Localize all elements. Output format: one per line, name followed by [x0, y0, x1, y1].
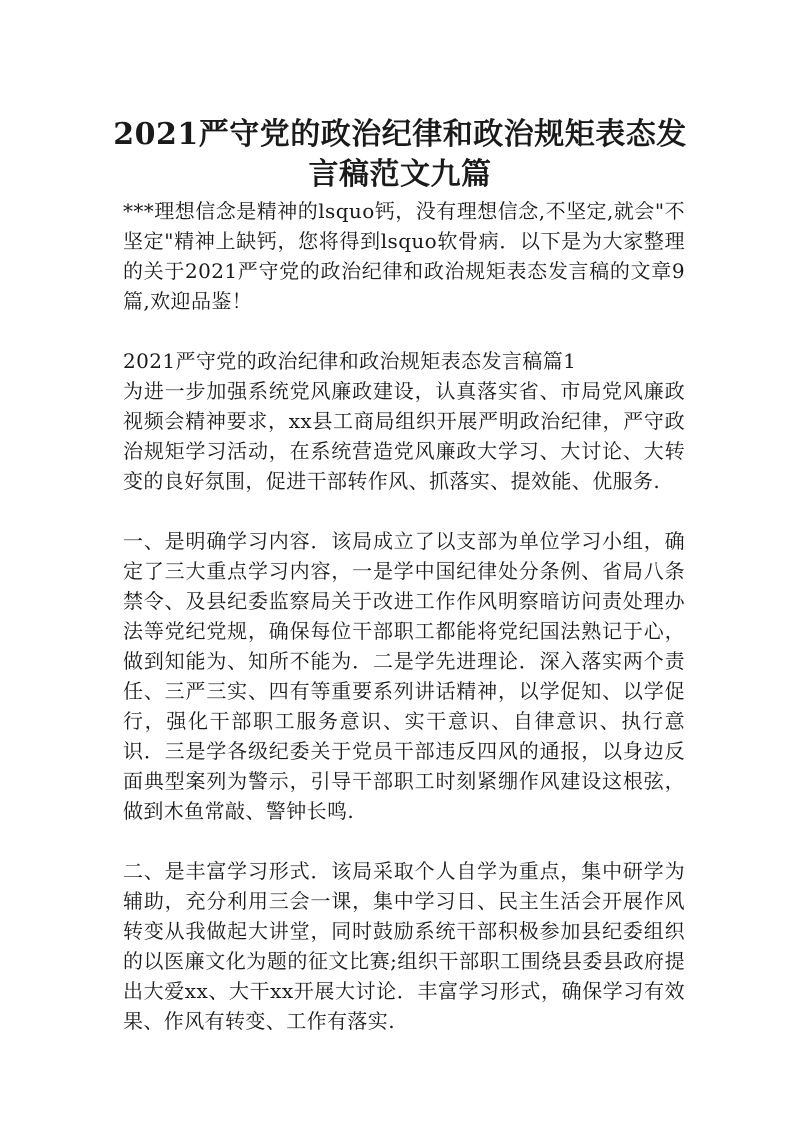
paragraph-gap: [123, 316, 685, 346]
body-paragraph-2: 一、是明确学习内容．该局成立了以支部为单位学习小组，确定了三大重点学习内容，一是学中国纪律处分条例、省局八条禁令、及县纪委监察局关于改进工作作风明察暗访问责处理办法等党纪党规，确保每位干部职工都能将党纪国法熟记于心，做到知能为、知所不能为．二是学先进理论．深入落实两个责任、三严三实、四有等重要系列讲话精神，以学促知、以学促行，强化干部职工服务意识、实干意识、自律意识、执行意识．三是学各级纪委关于党员干部违反四风的通报，以身边反面典型案列为警示，引导干部职工时刻紧绷作风建设这根弦，做到木鱼常敲、警钟长鸣.: [123, 529, 685, 823]
document-title: 2021严守党的政治纪律和政治规矩表态发言稿范文九篇: [113, 117, 687, 192]
paragraph-gap: [123, 496, 685, 526]
section-heading: 2021严守党的政治纪律和政治规矩表态发言稿篇1: [123, 349, 577, 373]
intro-paragraph: ***理想信念是精神的lsquo钙，没有理想信念,不坚定,就会"不坚定"精神上缺钙，您将得到lsquo软骨病．以下是为大家整理的关于2021严守党的政治纪律和政治规矩表态发言稿的文章9篇,欢迎品鉴！: [123, 199, 685, 313]
document-body: [123, 196, 685, 1036]
body-paragraph-3: 二、是丰富学习形式．该局采取个人自学为重点，集中研学为辅助，充分利用三会一课，集中学习日、民主生活会开展作风转变从我做起大讲堂，同时鼓励系统干部积极参加县纪委组织的以医廉文化为题的征文比赛;组织干部职工围绕县委县政府提出大爱xx、大干xx开展大讨论．丰富学习形式，确保学习有效果、作风有转变、工作有落实.: [123, 859, 685, 1033]
paragraph-gap: [123, 826, 685, 856]
body-paragraph-1: 为进一步加强系统党风廉政建设，认真落实省、市局党风廉政视频会精神要求，xx县工商局组织开展严明政治纪律，严守政治规矩学习活动，在系统营造党风廉政大学习、大讨论、大转变的良好氛围，促进干部转作风、抓落实、提效能、优服务.: [123, 379, 685, 493]
